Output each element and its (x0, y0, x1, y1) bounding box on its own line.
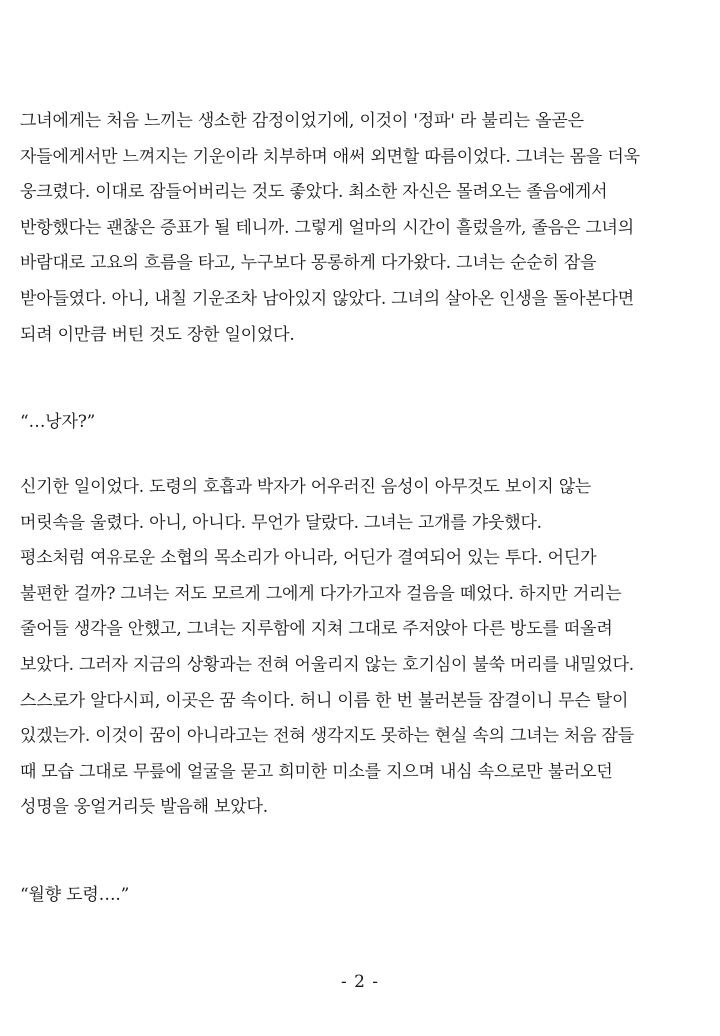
text-line: 보았다. 그러자 지금의 상황과는 전혀 어울리지 않는 호기심이 불쑥 머리를 내밀었다. (20, 654, 634, 675)
text-line: 신기한 일이었다. 도령의 호흡과 박자가 어우러진 음성이 아무것도 보이지 않는 (20, 477, 592, 497)
page-number: - 2 - (340, 972, 380, 992)
paragraph-4-dialogue (20, 878, 704, 914)
text-line: 불편한 걸까? 그녀는 저도 모르게 그에게 다가가고자 걸음을 떼었다. 하지만 거리는 (20, 583, 622, 604)
text-line: 스스로가 알다시피, 이곳은 꿈 속이다. 허니 이름 한 번 불러본들 잠결이니 무슨 탈이 (20, 690, 629, 711)
text-line: 때 모습 그대로 무릎에 얼굴을 묻고 희미한 미소를 지으며 내심 속으로만 불러오던 (20, 761, 613, 782)
text-line: 웅크렸다. 이대로 잠들어버리는 것도 좋았다. 최소한 자신은 몰려오는 졸음에게서 (20, 182, 608, 203)
paragraph-1 (20, 104, 704, 353)
dialogue-line: “월향 도령….” (20, 885, 130, 905)
text-line: 되려 이만큼 버틴 것도 장한 일이었다. (20, 324, 295, 345)
text-line: 바람대로 고요의 흐름을 타고, 누구보다 몽롱하게 다가왔다. 그녀는 순순히 잠을 (20, 253, 597, 274)
text-line: 머릿속을 울렸다. 아니, 아니다. 무언가 달랐다. 그녀는 고개를 갸웃했다. (20, 512, 542, 533)
paragraph-2-dialogue (20, 405, 704, 441)
text-line: 줄어들 생각을 안했고, 그녀는 지루함에 지쳐 그대로 주저앉아 다른 방도를 떠올려 (20, 619, 613, 640)
text-line: 받아들였다. 아니, 내칠 기운조차 남아있지 않았다. 그녀의 살아온 인생을 돌아본다면 (20, 288, 634, 309)
text-line: 있겠는가. 이것이 꿈이 아니라고는 전혀 생각지도 못하는 현실 속의 그녀는 처음 잠들 (20, 726, 634, 747)
paragraph-3 (20, 470, 704, 826)
text-line: 평소처럼 여유로운 소협의 목소리가 아니라, 어딘가 결여되어 있는 투다. 어딘가 (20, 548, 597, 569)
text-line: 그녀에게는 처음 느끼는 생소한 감정이었기에, 이것이 '정파' 라 불리는 올곧은 (20, 111, 584, 131)
text-line: 자들에게서만 느껴지는 기운이라 치부하며 애써 외면할 따름이었다. 그녀는 몸을 더욱 (20, 146, 640, 167)
dialogue-line: “…낭자?” (20, 412, 96, 432)
text-line: 성명을 웅얼거리듯 발음해 보았다. (20, 797, 268, 818)
text-line: 반항했다는 괜찮은 증표가 될 테니까. 그렇게 얼마의 시간이 흘렀을까, 졸음은 그녀의 (20, 217, 634, 238)
